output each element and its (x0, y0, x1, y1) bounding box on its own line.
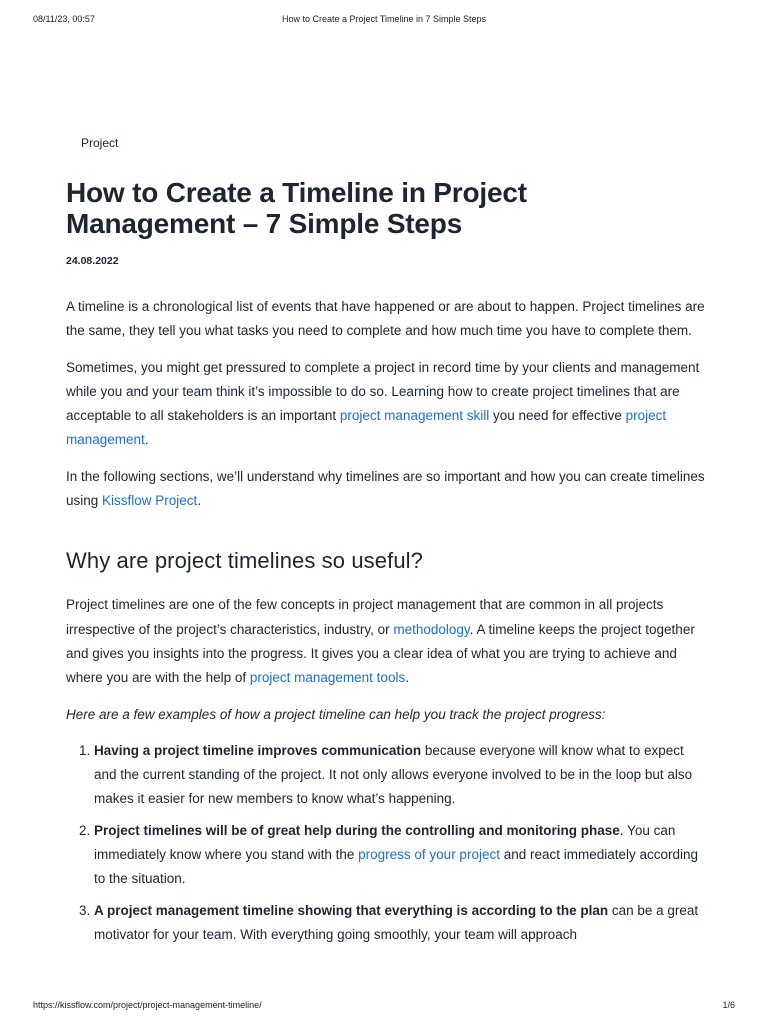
print-url: https://kissflow.com/project/project-management-timeline/ (33, 1000, 262, 1010)
text-span: Project timelines are one of the few concepts in project management that are common in all projects irrespective of the project’s characteristics, industry, or (66, 597, 664, 637)
list-item-text: . You can immediately know where you stand with the (94, 822, 676, 863)
article-body (66, 295, 706, 954)
print-datetime: 08/11/23, 00:57 (33, 14, 95, 24)
text-span: . (405, 670, 409, 686)
print-footer (0, 1000, 768, 1012)
text-span: you need for effective (489, 408, 626, 424)
list-item (94, 899, 706, 948)
useful-paragraph (66, 593, 706, 690)
lead-paragraph: Here are a few examples of how a project timeline can help you track the project progress: (66, 706, 606, 722)
article-title: How to Create a Timeline in Project Management – 7 Simple Steps (66, 177, 527, 239)
benefits-list (66, 739, 706, 947)
article-date: 24.08.2022 (66, 255, 119, 267)
text-span: . (144, 432, 149, 448)
text-span: Sometimes, you might get pressured to complete a project in record time by your clients and management while you and your team think it’s impossible to do so. Learning how to create project timelines that are acceptable to all stakeholders is an important (66, 359, 700, 424)
list-item-bold: A project management timeline showing that everything is according to the plan (94, 902, 609, 918)
text-span: . A timeline keeps the project together and gives you insights into the progress. It gives you a clear idea of what you are trying to achieve and where you are with the help of (66, 621, 695, 686)
sections-paragraph (66, 465, 706, 514)
list-item-bold: Having a project timeline improves communication (94, 742, 422, 758)
project-management-tools-link[interactable]: project management tools (249, 670, 406, 686)
list-item-bold: Project timelines will be of great help during the controlling and monitoring phase (94, 822, 620, 838)
print-page-title: How to Create a Project Timeline in 7 Simple Steps (281, 14, 487, 24)
intro-paragraph: A timeline is a chronological list of events that have happened or are about to happen. Project timelines are the same, they tell you what tasks you need to complete and how much time you have to complete them. (66, 299, 705, 339)
list-item-text: and react immediately according to the situation. (94, 847, 699, 887)
list-item-text: because everyone will know what to expect and the current standing of the project. It not only allows everyone involved to be in the loop but also makes it easier for new members to know what’s happening. (94, 742, 693, 807)
text-span: In the following sections, we’ll understand why timelines are so important and how you can create timelines using (66, 468, 705, 509)
print-page-number: 1/6 (722, 1000, 735, 1010)
list-item (94, 739, 706, 812)
text-span: . (197, 493, 202, 509)
list-item (94, 819, 706, 892)
category-link[interactable]: Project (81, 136, 119, 150)
kissflow-project-link[interactable]: Kissflow Project (102, 493, 198, 509)
progress-of-your-project-link[interactable]: progress of your project (358, 847, 500, 863)
project-management-link[interactable]: project management (66, 408, 667, 448)
pressure-paragraph (66, 356, 706, 453)
list-item-text: can be a great motivator for your team. With everything going smoothly, your team will approach (94, 902, 699, 942)
project-management-skill-link[interactable]: project management skill (339, 408, 490, 424)
section-heading: Why are project timelines so useful? (66, 548, 423, 574)
methodology-link[interactable]: methodology (393, 621, 470, 637)
print-header (0, 14, 768, 26)
